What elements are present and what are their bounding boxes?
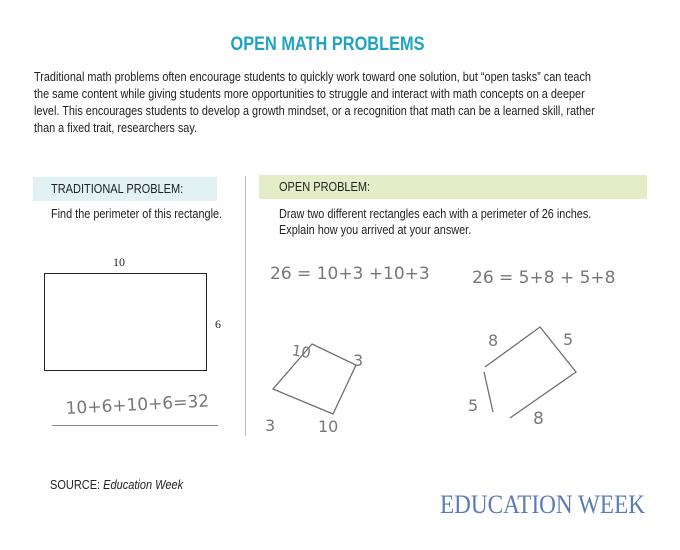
sketched-rectangle-2-side <box>484 372 493 412</box>
rect2-left-label: 5 <box>468 396 479 415</box>
rectangle-height-label: 6 <box>215 317 221 331</box>
page-title: OPEN MATH PROBLEMS <box>230 34 425 55</box>
intro-line: the same content while giving students more opportunities to struggle and interact with math concepts on a deeper <box>34 87 585 101</box>
source-credit <box>50 478 183 492</box>
traditional-header-label: TRADITIONAL PROBLEM: <box>51 182 184 196</box>
source-name: Education Week <box>103 478 184 492</box>
education-week-logo <box>440 487 650 521</box>
rect1-bottom-left-label: 3 <box>265 416 276 435</box>
traditional-task: Find the perimeter of this rectangle. <box>51 207 223 221</box>
rect1-bottom-label: 10 <box>318 417 339 436</box>
rect2-bottom-label: 8 <box>533 409 544 429</box>
open-task-line: Draw two different rectangles each with a perimeter of 26 inches. <box>279 207 592 221</box>
intro-line: level. This encourages students to develop a growth mindset, or a recognition that math can be a learned skill, rather <box>34 104 595 118</box>
rectangle-width-label: 10 <box>113 255 125 269</box>
source-prefix: SOURCE: <box>50 478 104 492</box>
open-handwritten-equation-2: 26 = 5+8 + 5+8 <box>472 268 616 288</box>
traditional-handwritten-answer: 10+6+10+6=32 <box>65 391 210 419</box>
logo-wordmark: EDUCATION WEEK <box>440 490 646 519</box>
open-task-line: Explain how you arrived at your answer. <box>279 223 472 237</box>
sketched-rectangle-1 <box>273 344 356 414</box>
intro-line: Traditional math problems often encourage students to quickly work toward one solution, but “open tasks” can teach <box>34 70 591 84</box>
open-handwritten-equation-1: 26 = 10+3 +10+3 <box>270 264 430 284</box>
intro-line: than a fixed trait, researchers say. <box>34 121 198 135</box>
rect2-top-label: 8 <box>488 331 499 350</box>
rect1-right-label: 3 <box>353 351 364 370</box>
open-header-label: OPEN PROBLEM: <box>279 180 371 194</box>
rect2-right-label: 5 <box>563 330 574 349</box>
rect1-top-label: 10 <box>290 341 313 363</box>
